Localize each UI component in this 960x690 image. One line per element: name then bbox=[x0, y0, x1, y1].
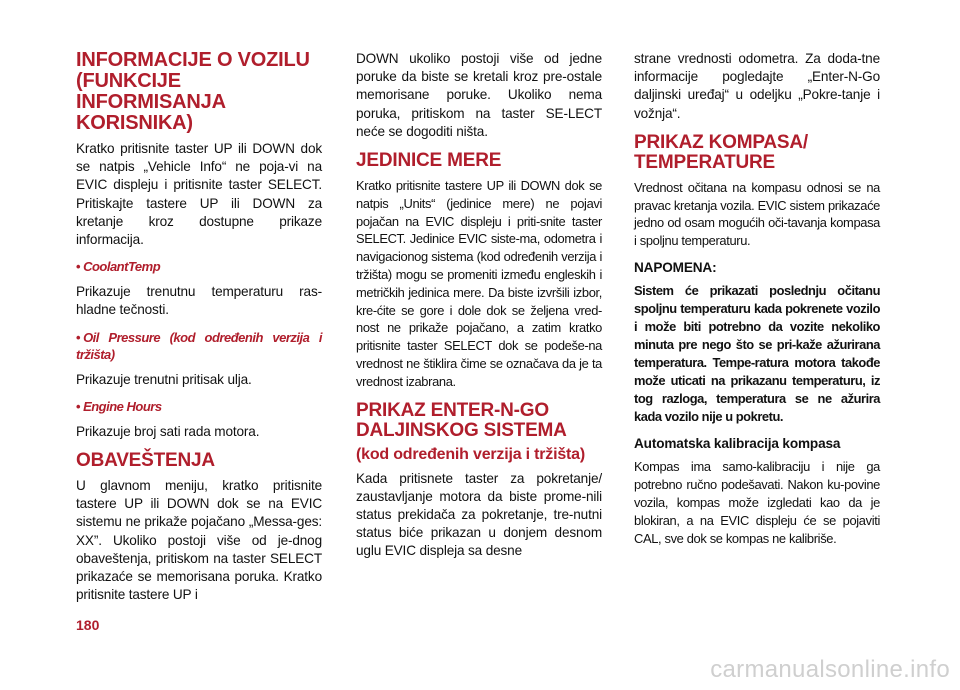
vehicle-info-paragraph: Kratko pritisnite taster UP ili DOWN dok se natpis „Vehicle Info“ ne poja-vi na EVIC displeju i pritisnite taster SELECT. Pritiskajte tastere UP ili DOWN za kretanje kroz dostupne prikaze informacija. bbox=[76, 141, 322, 248]
calibration-paragraph: Kompas ima samo-kalibraciju i nije ga potrebno ručno podešavati. Nakon ku-povine vozila, kompas može izgledati kao da je blokiran, a na EVIC displeju će se pojaviti CAL, sve dok se kompas ne kalibriše. bbox=[634, 459, 880, 546]
section-heading-units: JEDINICE MERE bbox=[356, 150, 502, 172]
column-2 bbox=[356, 50, 602, 570]
units-paragraph: Kratko pritisnite tastere UP ili DOWN dok se natpis „Units“ (jedinice mere) ne pojavi pojačan na EVIC displeju i priti-snite taster SELECT. Jedinice EVIC siste-ma, odometra i navigacionog sistema (kod određenih verzija i tržišta) mogu se promeniti između engleskih i metričkih jedinica mere. Da biste izvršili izbor, kre-ćite se gore i dole dok se željena vred-nost ne prikaže pojačano, a zatim kratko pritisnite taster SELECT dok se podeše-na vrednost ne štiklira čime se označava da je ta vrednost izabrana. bbox=[356, 178, 602, 389]
item-oil-pressure-title: • Oil Pressure (kod određenih verzija i tržišta) bbox=[76, 329, 322, 362]
enter-n-go-paragraph: Kada pritisnete taster za pokretanje/ zaustavljanje motora da biste prome-nili status prekidača za pokretanje, tre-nutni status biće prikazan u donjem desnom uglu EVIC displeja sa desne bbox=[356, 470, 602, 559]
item-engine-hours-title: • Engine Hours bbox=[76, 398, 162, 414]
section-heading-enter-n-go: PRIKAZ ENTER-N-GO DALJINSKOG SISTEMA bbox=[356, 399, 567, 441]
compass-paragraph: Vrednost očitana na kompasu odnosi se na pravac kretanja vozila. EVIC sistem prikazaće jedno od osam mogućih oči-tavanja kompasa i spoljnu temperaturu. bbox=[634, 179, 880, 249]
item-coolant-temp-title: • CoolantTemp bbox=[76, 259, 161, 275]
item-engine-hours-text: Prikazuje broj sati rada motora. bbox=[76, 423, 260, 439]
messages-paragraph: U glavnom meniju, kratko pritisnite tastere UP ili DOWN dok se na EVIC sistemu ne prikaže pojačano „Messa-ges: XX”. Ukoliko postoji više od je-dnog obaveštenja, pritiskom na taster SELECT prikazaće se memorisana poruka. Kratko pritisnite tastere UP i bbox=[76, 478, 322, 603]
messages-continued-paragraph: DOWN ukoliko postoji više od jedne poruke da biste se kretali kroz pre-ostale memorisane poruke. Ukoliko nema poruka, pritiskom na taster SE-LECT neće se dogoditi ništa. bbox=[356, 51, 602, 139]
section-heading-compass: PRIKAZ KOMPASA/ TEMPERATURE bbox=[634, 131, 808, 173]
bullet-icon: • bbox=[76, 398, 81, 414]
section-heading-messages: OBAVEŠTENJA bbox=[76, 450, 215, 472]
watermark: carmanualsonline.info bbox=[710, 656, 950, 683]
page-number: 180 bbox=[76, 617, 100, 633]
item-oil-pressure-text: Prikazuje trenutni pritisak ulja. bbox=[76, 371, 252, 387]
item-coolant-temp-text: Prikazuje trenutnu temperaturu ras-hladne tečnosti. bbox=[76, 284, 322, 318]
column-1 bbox=[76, 50, 322, 613]
note-label: NAPOMENA: bbox=[634, 260, 717, 275]
enter-n-go-subheading: (kod određenih verzija i tržišta) bbox=[356, 445, 586, 463]
section-heading-vehicle-info: INFORMACIJE O VOZILU (FUNKCIJE INFORMISANJA KORISNIKA) bbox=[76, 49, 310, 134]
column-3 bbox=[634, 50, 880, 556]
bullet-icon: • bbox=[76, 259, 81, 275]
calibration-subheading: Automatska kalibracija kompasa bbox=[634, 436, 841, 452]
note-paragraph: Sistem će prikazati poslednju očitanu spoljnu temperaturu kada pokrenete vozilo i može biti potrebno da vozite nekoliko minuta pre nego što se pri-kaže ažurirana temperatura. Tempe-ratura motora takođe može uticati na prikazanu temperaturu, iz tog razloga, temperatura se ne ažurira kada vozilo nije u pokretu. bbox=[634, 283, 880, 425]
enter-n-go-continued-paragraph: strane vrednosti odometra. Za doda-tne informacije pogledajte „Enter-N-Go daljinski uređaj“ u odeljku „Pokre-tanje i vožnja“. bbox=[634, 51, 880, 121]
bullet-icon: • bbox=[76, 329, 81, 345]
